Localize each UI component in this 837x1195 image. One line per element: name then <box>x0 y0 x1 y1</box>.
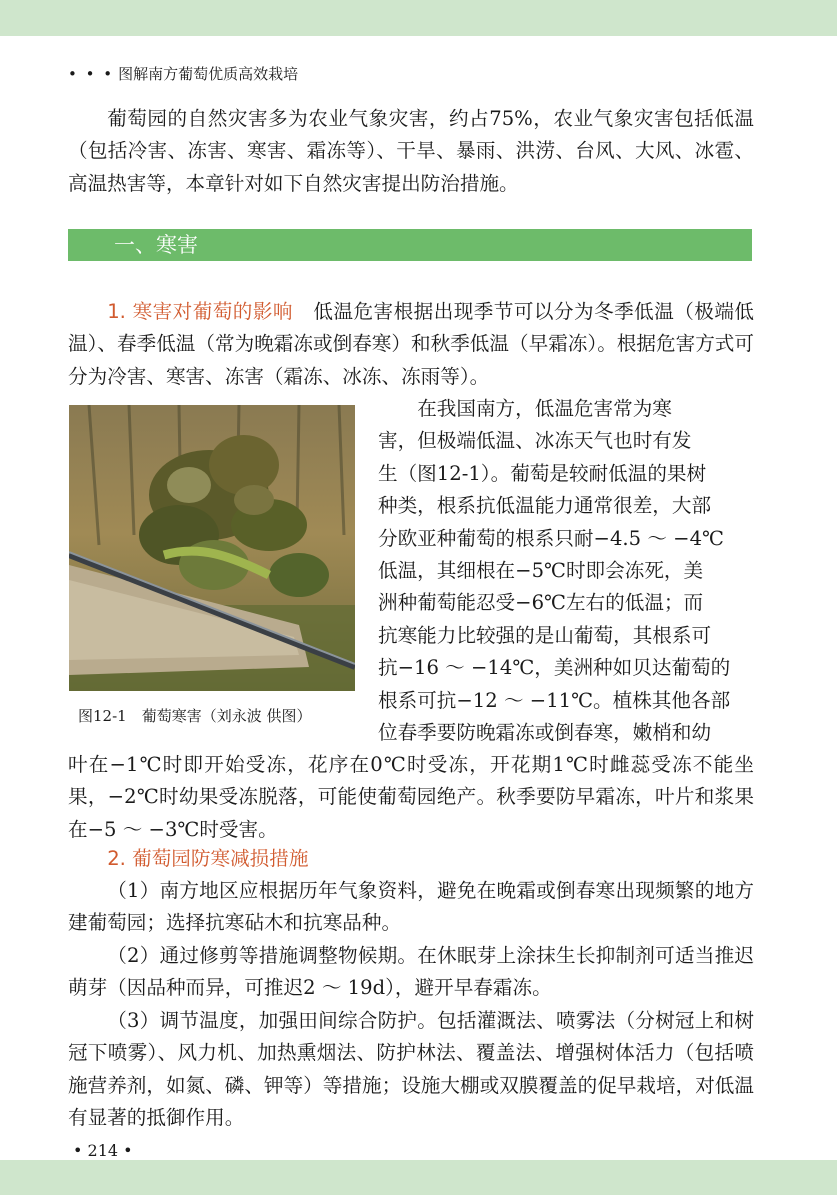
sub2-heading-line <box>68 843 754 875</box>
float-line-6: 低温，其细根在−5℃时即会冻死，美 <box>378 559 704 582</box>
sub2-item-2: （2）通过修剪等措施调整物候期。在休眠芽上涂抹生长抑制剂可适当推迟萌芽（因品种而异，可推迟2 ～ 19d），避开早春霜冻。 <box>68 944 754 1000</box>
float-line-9: 抗−16 ～ −14℃，美洲种如贝达葡萄的 <box>378 656 731 680</box>
running-head-dots: • • • <box>68 65 115 83</box>
figure-photo-frost-damaged-grapevine <box>69 405 355 691</box>
figure-caption: 图12-1 葡萄寒害（刘永波 供图） <box>78 707 312 725</box>
intro-paragraph: 葡萄园的自然灾害多为农业气象灾害，约占75%，农业气象灾害包括低温（包括冷害、冻害、寒害、霜冻等）、干旱、暴雨、洪涝、台风、大风、冰雹、高温热害等，本章针对如下自然灾害提出防治措施。 <box>68 107 754 195</box>
float-line-1: 在我国南方，低温危害常为寒 <box>417 397 672 420</box>
sub1-lead-text: 低温危害根据出现季节可以分为冬季低温（极端低温）、春季低温（常为晚霜冻或倒春寒）和秋季低温（早霜冻）。根据危害方式可分为冷害、寒害、冻害（霜冻、冰冻、冻雨等）。 <box>68 300 754 388</box>
float-line-10: 根系可抗−12 ～ −11℃。植株其他各部 <box>378 688 731 712</box>
top-color-band <box>0 0 837 36</box>
sub1-paragraph <box>68 296 754 393</box>
bottom-color-band <box>0 1160 837 1195</box>
sub2-heading: 2. 葡萄园防寒减损措施 <box>107 847 309 870</box>
sub2-item-1: （1）南方地区应根据历年气象资料，避免在晚霜或倒春寒出现频繁的地方建葡萄园；选择抗寒砧木和抗寒品种。 <box>68 879 754 935</box>
float-line-7: 洲种葡萄能忍受−6℃左右的低温；而 <box>378 591 704 615</box>
float-line-3: 生（图12-1）。葡萄是较耐低温的果树 <box>378 461 707 485</box>
page-number: • 214 • <box>73 1141 133 1160</box>
running-head <box>68 63 298 84</box>
book-title: 图解南方葡萄优质高效栽培 <box>118 65 299 83</box>
float-line-11: 位春季要防晚霜冻或倒春寒，嫩梢和幼 <box>378 721 712 744</box>
float-line-8: 抗寒能力比较强的是山葡萄，其根系可 <box>378 623 712 647</box>
float-line-4: 种类，根系抗低温能力通常很差，大部 <box>378 494 712 518</box>
sub2-item-3: （3）调节温度，加强田间综合防护。包括灌溉法、喷雾法（分树冠上和树冠下喷雾）、风力机、加热熏烟法、防护林法、覆盖法、增强树体活力（包括喷施营养剂，如氮、磷、钾等）等措施；设施大棚或双膜覆盖的促早栽培，对低温有显著的抵御作用。 <box>68 1009 754 1130</box>
float-line-2: 害，但极端低温、冰冻天气也时有发 <box>378 429 692 453</box>
sub1-heading: 1. 寒害对葡萄的影响 <box>107 300 293 323</box>
section-header-bar <box>68 229 752 261</box>
sub1-continuation: 叶在−1℃时即开始受冻，花序在0℃时受冻，开花期1℃时雌蕊受冻不能坐果，−2℃时幼果受冻脱落，可能使葡萄园绝产。秋季要防早霜冻，叶片和浆果在−5 ～ −3℃时受害。 <box>68 753 754 841</box>
float-line-5: 分欧亚种葡萄的根系只耐−4.5 ～ −4℃ <box>378 526 724 550</box>
section-title: 一、寒害 <box>114 233 198 257</box>
